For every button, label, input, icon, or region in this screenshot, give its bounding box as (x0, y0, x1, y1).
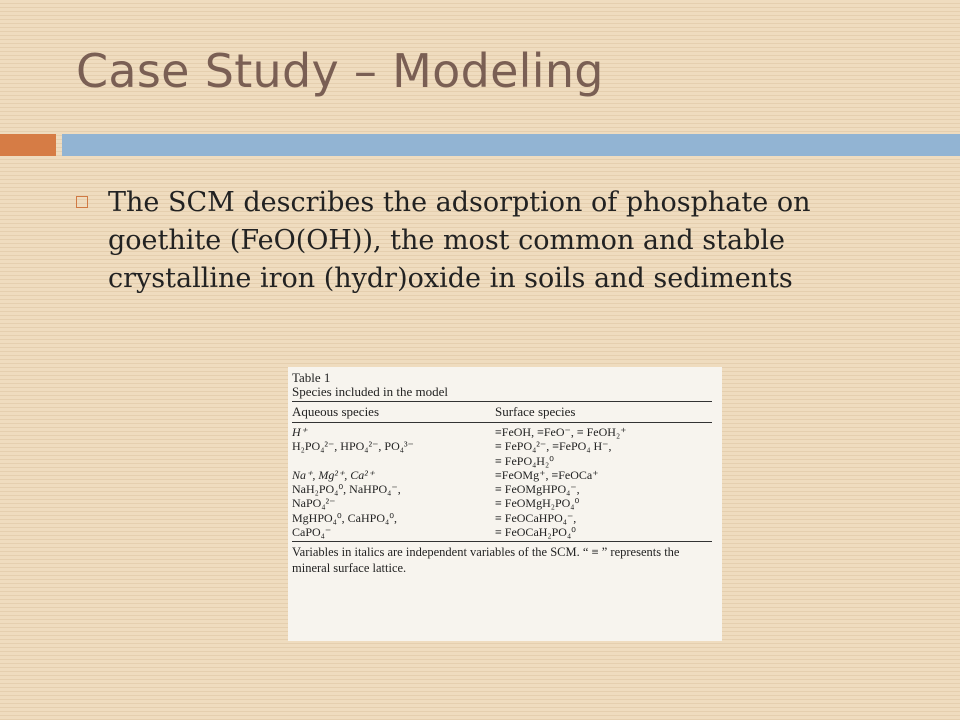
table-rule-header (292, 422, 712, 423)
surface-cell: ≡FeOH, ≡FeO⁻, ≡ FeOH₂⁺ (495, 425, 627, 439)
aqueous-cell: CaPO₄⁻ (292, 525, 332, 540)
aqueous-cell (292, 454, 495, 468)
accent-bar-orange (0, 134, 56, 156)
square-bullet-icon (76, 196, 88, 208)
aqueous-column (292, 425, 495, 539)
surface-cell: ≡ FeOMgHPO₄⁻, (495, 482, 580, 497)
surface-cell: ≡ FePO₄²⁻, ≡FePO₄ H⁻, (495, 439, 612, 454)
table-rule-top (292, 401, 712, 402)
table-body (292, 425, 712, 539)
slide-title: Case Study – Modeling (76, 44, 604, 98)
aqueous-cell: MgHPO₄⁰, CaHPO₄⁰, (292, 510, 397, 525)
table-header-row (292, 404, 712, 420)
table-footnote: Variables in italics are independent variables of the SCM. “ ≡ ” represents the mineral surface lattice. (292, 545, 680, 576)
header-surface: Surface species (495, 404, 576, 419)
aqueous-cell: NaPO₄²⁻ (292, 496, 336, 511)
bullet-item (76, 184, 916, 298)
header-aqueous: Aqueous species (292, 404, 380, 419)
aqueous-cell: H₂PO₄²⁻, HPO₄²⁻, PO₄³⁻ (292, 439, 414, 454)
surface-cell: ≡ FeOCaH₂PO₄⁰ (495, 525, 576, 540)
surface-cell: ≡ FeOCaHPO₄⁻, (495, 510, 577, 525)
bullet-text: The SCM describes the adsorption of phosphate on goethite (FeO(OH)), the most common and stable crystalline iron (hydr)oxide in soils and sediments (108, 187, 811, 294)
surface-column (495, 425, 712, 539)
table-rule-bottom (292, 541, 712, 542)
accent-bar-blue (62, 134, 960, 156)
table-label: Table 1 (292, 370, 331, 385)
aqueous-cell: Na⁺, Mg²⁺, Ca²⁺ (292, 467, 375, 482)
surface-cell: ≡ FePO₄H₂⁰ (495, 453, 554, 468)
species-table (288, 367, 722, 641)
aqueous-cell: NaH₂PO₄⁰, NaHPO₄⁻, (292, 482, 401, 497)
surface-cell: ≡FeOMg⁺, ≡FeOCa⁺ (495, 467, 599, 482)
table-caption: Species included in the model (292, 384, 448, 399)
surface-cell: ≡ FeOMgH₂PO₄⁰ (495, 496, 580, 511)
aqueous-cell: H⁺ (292, 425, 307, 439)
